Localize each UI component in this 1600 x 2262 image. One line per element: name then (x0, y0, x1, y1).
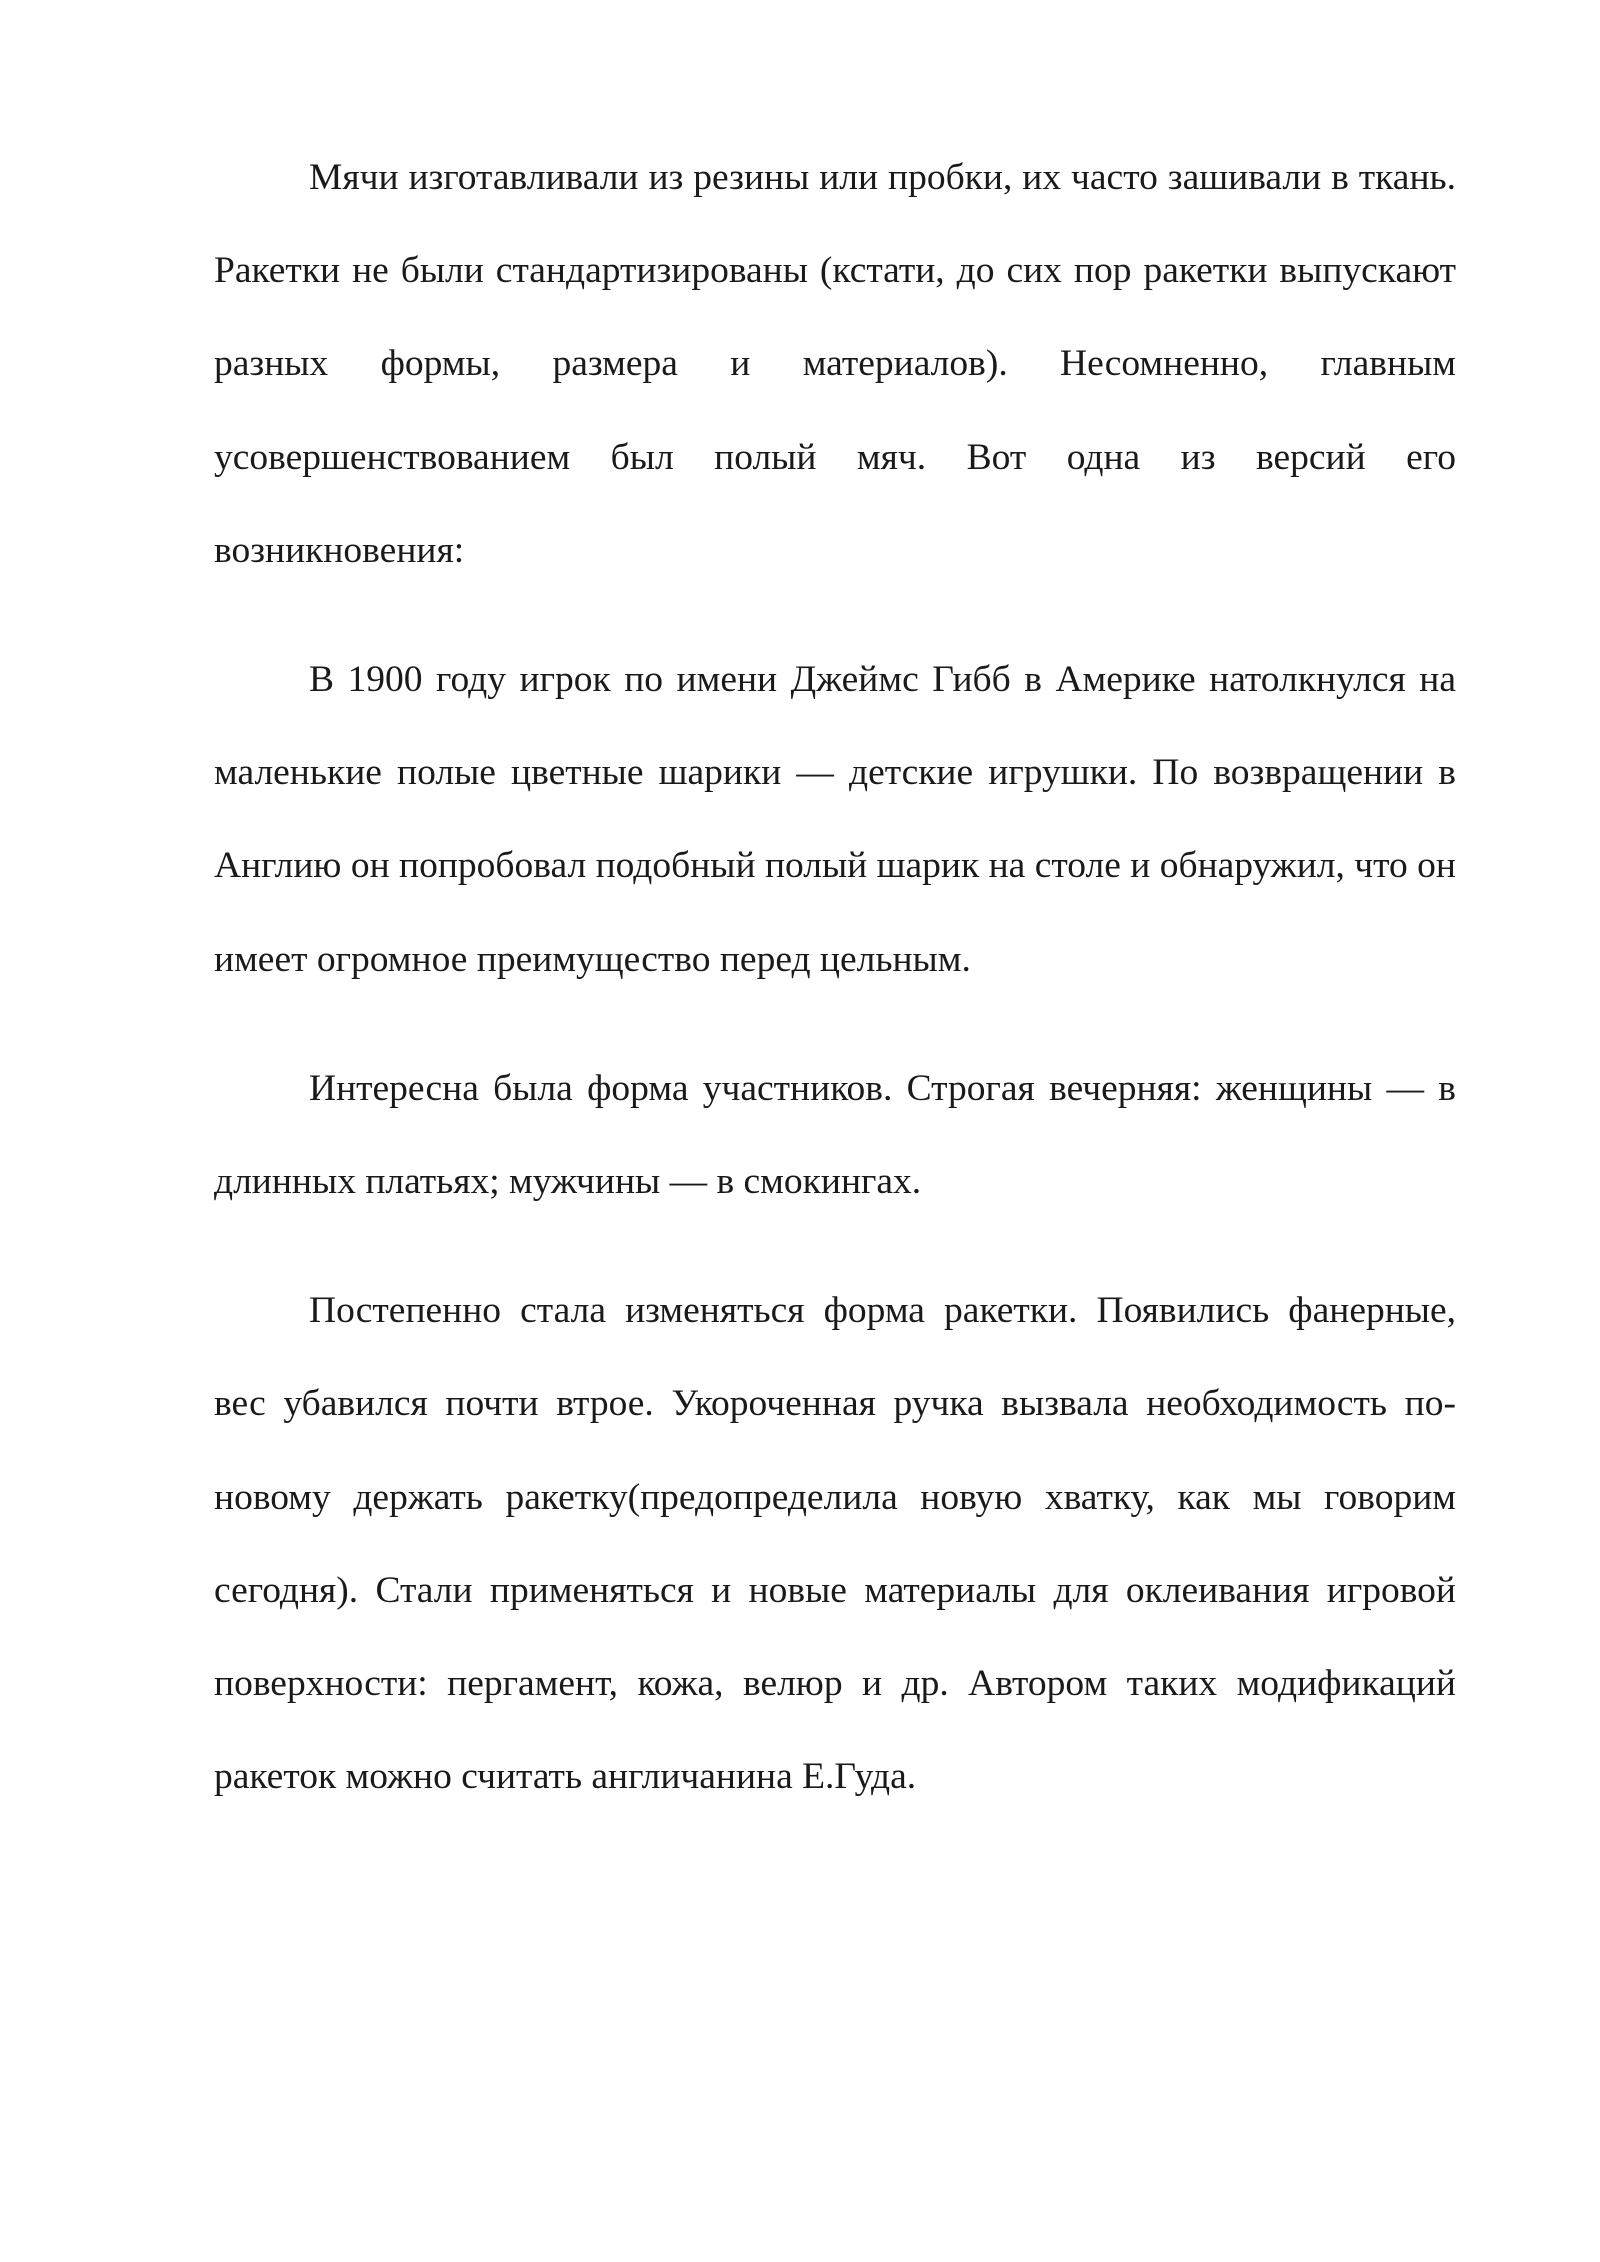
paragraph-james-gibb: В 1900 году игрок по имени Джеймс Гибб в Америке натолкнулся на маленькие полые цветные шарики — детские игрушки. По возвращении в Англию он попробовал подобный полый шарик на столе и обнаружил, что он имеет огромное преимущество перед цельным. (214, 659, 1456, 980)
paragraph-balls-and-rackets: Мячи изготавливали из резины или пробки, их часто зашивали в ткань. Ракетки не были стандартизированы (кстати, до сих пор ракетки выпускают разных формы, размера и материалов). Несомненно, главным усовершенствованием был полый мяч. Вот одна из версий его возникновения: (214, 157, 1456, 571)
document-body (214, 131, 1456, 1859)
paragraph-racket-evolution: Постепенно стала изменяться форма ракетки. Появились фанерные, вес убавился почти втрое. Укороченная ручка вызвала необходимость по-новому держать ракетку(предопределила новую хватку, как мы говорим сегодня). Стали применяться и новые материалы для оклеивания игровой поверхности: пергамент, кожа, велюр и др. Автором таких модификаций ракеток можно считать англичанина Е.Гуда. (214, 1290, 1456, 1798)
paragraph-player-attire: Интересна была форма участников. Строгая вечерняя: женщины — в длинных платьях; мужчины — в смокингах. (214, 1067, 1456, 1203)
